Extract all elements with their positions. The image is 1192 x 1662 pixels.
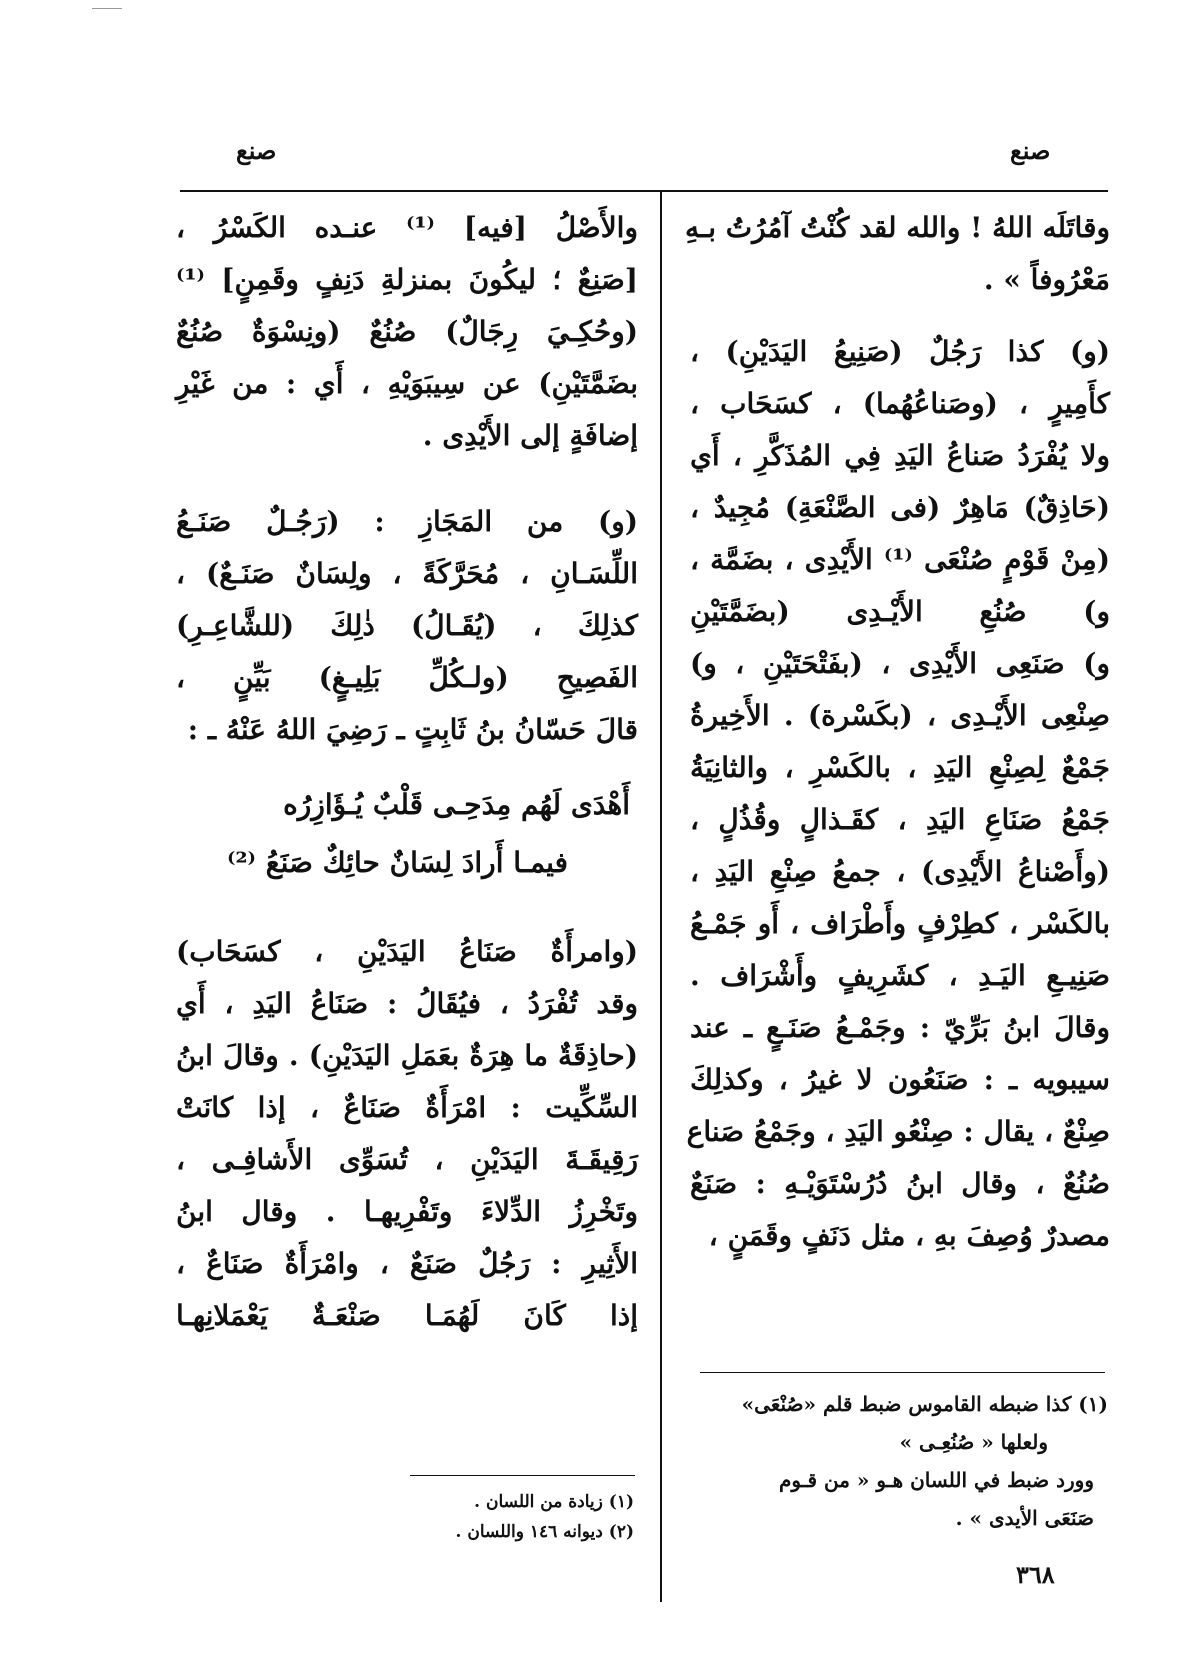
text-line: بضَمَّتَيْنِ) عن سِيبَوَيْهِ ، أَي : من غَيْرِ: [176, 367, 638, 400]
text-line: (مِنْ قَوْمٍ صُنْعَى ⁽¹⁾ الأَيْدِى ، بضَمَّة ،: [690, 543, 1110, 576]
text-line: (و) كذا رَجُلٌ (صَنِيعُ اليَدَيْنِ) ،: [690, 335, 1110, 368]
footnotes-left: [376, 1487, 634, 1547]
footnote-continuation: صَنَعَى الأيدى » .: [955, 1506, 1094, 1530]
running-header-left: صنع: [236, 136, 277, 165]
text-line: كذلِكَ ، (يُقَـالُ) ذٰلِكَ (للشَّاعِـرِ): [176, 609, 638, 642]
right-paragraph-1: [684, 202, 1110, 306]
text-line: إذا كَانَ لَهُمَـا صَنْعَـةٌ يَعْمَلانِهـا: [176, 1299, 638, 1332]
text-line: وقاتَلَه اللهُ ! والله لقد كُنْتُ آمُرُتُ بـهِ: [684, 211, 1110, 244]
text-line: صُنُعٌ ، وقال ابنُ دُرُسْتَوَيْـهِ : صَنَعٌ: [690, 1167, 1110, 1200]
text-line: مَعْرُوفاً » .: [983, 263, 1110, 296]
text-line: السِّكِّيت : امْرَأَةٌ صَنَاعٌ ، إذا كانَتْ: [176, 1091, 638, 1124]
text-line: اللِّسَـانِ ، مُحَرَّكَةً ، ولِسَانٌ صَنَـعٌ) ،: [176, 557, 638, 590]
text-line: (و) من المَجَازِ : (رَجُـلٌ صَنَـعُ: [176, 505, 638, 538]
running-header-right: صنع: [1010, 136, 1051, 165]
page-number: ٣٦٨: [1016, 1560, 1055, 1589]
text-line: (وحُكِـيَ رِجَالٌ) صُنُعٌ (ونِسْوَةٌ صُنُعٌ: [176, 315, 638, 348]
text-line: صِنْعٌ ، يقال : صِنْعُو اليَدِ ، وجَمْعُ صَناع: [686, 1115, 1110, 1148]
text-line: وتَخْرِزُ الدِّلاءَ وتَفْرِيهـا . وقال ابنُ: [176, 1195, 638, 1228]
footnote-continuation: وورد ضبط في اللسان هـو « من قـوم: [778, 1468, 1094, 1492]
text-line: إضافَةٍ إلى الأَيْدِى .: [422, 419, 638, 452]
text-line: قالَ حَسّانُ بنُ ثَابِتٍ ـ رَضِيَ اللهُ عَنْهُ ـ :: [187, 713, 638, 746]
footnote: (١) زيادة من اللسان .: [474, 1492, 634, 1512]
text-line: رَقِيقَـةَ اليَدَيْنِ ، تُسَوِّى الأَشافِـى ،: [176, 1143, 638, 1176]
text-line: و) صَنَعِى الأَيْدِى ، (بفَتْحَتَيْنِ ، و): [690, 647, 1110, 680]
text-line: و) صُنُعِ الأَيْـدِى (بضَمَّتَيْنِ: [690, 595, 1110, 628]
text-line: والأَصْلُ [فيه] ⁽¹⁾ عنـده الكَسْرُ ،: [176, 211, 638, 244]
footnote-rule-left: [410, 1475, 635, 1476]
text-line: (وامرأَةٌ صَنَاعُ اليَدَيْنِ ، كسَحَاب): [176, 935, 638, 968]
left-paragraph-2: [176, 496, 638, 756]
text-line: (وأَصْناعُ الأَيْدِى) ، جمعُ صِنْعِ اليَدِ ،: [690, 855, 1110, 888]
footnote: (٢) ديوانه ١٤٦ واللسان .: [455, 1522, 634, 1542]
right-paragraph-2: [686, 326, 1110, 1262]
text-line: جَمْعُ صَنَاعِ اليَدِ ، كقَـذالٍ وقُذُلٍ ،: [690, 803, 1110, 836]
text-line: مصدرٌ وُصِفَ بهِ ، مثل دَنَفٍ وقَمَنٍ ،: [708, 1219, 1110, 1252]
text-line: سيبويه ـ : صَنَعُون لا غيرُ ، وكذلِكَ: [690, 1063, 1110, 1096]
column-divider: [660, 192, 662, 1602]
text-line: جَمْعٌ لِصِنْعِ اليَدِ ، بالكَسْرِ ، والثانِيَةُ: [690, 751, 1110, 784]
verse-hemistich-1: أَهْدَى لَهُم مِدَحِـى قَلْبٌ يُـؤَازِرُه: [283, 788, 630, 821]
footnote-continuation: ولعلها « صُنُعِـى »: [899, 1430, 1048, 1454]
footnotes-right: [700, 1385, 1108, 1537]
left-paragraph-1: [176, 202, 638, 462]
text-line: كأَمِيرٍ ، (وصَناعُهُما) ، كسَحَاب ،: [690, 387, 1110, 420]
header-rule: [180, 190, 1108, 192]
footnote-rule-right: [700, 1372, 1105, 1373]
text-line: صَنِيـعِ اليَـدِ ، كشَرِيفٍ وأَشْرَاف .: [690, 959, 1110, 992]
left-column: [176, 202, 638, 1376]
text-line: وقد تُفْرَدُ ، فيُقَالُ : صَنَاعُ اليَدِ ، أَي: [176, 987, 638, 1020]
text-line: بالكَسْر ، كطِرْفٍ وأَطْرَاف ، أَو جَمْـعُ: [690, 907, 1110, 940]
text-line: صِنْعِى الأَيْـدِى ، (بكَسْرة) . الأَخِيرةُ: [690, 699, 1110, 732]
left-paragraph-3: [176, 926, 638, 1342]
text-line: الأَثِيرِ : رَجُلٌ صَنَعٌ ، وامْرَأَةٌ صَنَاعٌ ،: [176, 1247, 638, 1280]
verse-hemistich-2: فيمـا أَرادَ لِسَانٌ حائِكٌ صَنَعُ ⁽²⁾: [227, 846, 568, 879]
footnote: (١) كذا ضبطه القاموس ضبط قلم «صُنْعَى»: [741, 1392, 1108, 1416]
poetry-verse: [176, 776, 638, 892]
text-line: (حاذِقَةٌ ما هِرَةٌ بعَمَلِ اليَدَيْنِ) . وقالَ ابنُ: [176, 1039, 638, 1072]
text-line: الفَصِيحِ (ولـكُلِّ بَلِيـغٍ) بَيِّنٍ ،: [176, 661, 638, 694]
text-line: [صَنِعٌ ؛ ليكُونَ بمنزلةِ دَنِفٍ وقَمِنٍ] ⁽¹⁾: [176, 263, 638, 296]
text-line: وقالَ ابنُ بَرِّيّ : وجَمْـعُ صَنَـعٍ ـ عند: [690, 1011, 1110, 1044]
right-column: [684, 202, 1110, 1296]
text-line: (حَاذِقٌ) مَاهِرٌ (فى الصَّنْعَةِ) مُجِيدٌ ،: [690, 491, 1110, 524]
text-line: ولا يُفْرَدُ صَناعُ اليَدِ فِي المُذَكَّرِ ، أَي: [690, 439, 1110, 472]
